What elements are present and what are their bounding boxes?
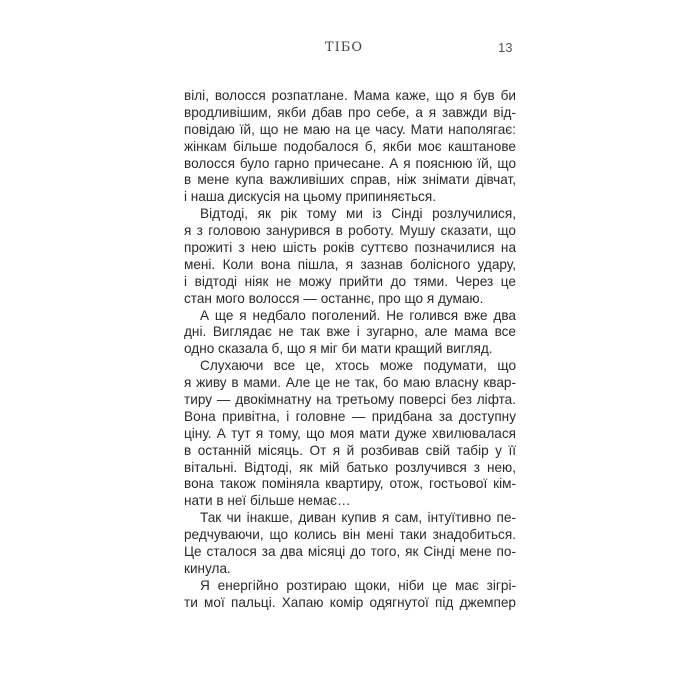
text-line: вродливішим, якби дбав про себе, а я завжди від-	[184, 104, 516, 120]
text-line: дні. Виглядає не так вже і зугарно, але мама все	[184, 324, 516, 340]
text-line: мені. Коли вона пішла, я зазнав болісного удару,	[184, 256, 516, 272]
text-line: одно сказала б, що я міг би мати кращий вигляд.	[184, 341, 493, 357]
text-line: стан мого волосся — останнє, про що я думаю.	[184, 290, 484, 306]
text-line: Відтоді, як рік тому ми із Сінді розлучилися,	[200, 206, 516, 222]
text-line: Я енергійно розтираю щоки, ніби це має зігрі-	[200, 577, 516, 593]
text-line: я живу в мами. Але це не так, бо маю власну квар-	[184, 375, 516, 391]
text-line: ти мої пальці. Хапаю комір одягнутої під джемпер	[184, 594, 516, 610]
text-line: Так чи інакше, диван купив я сам, інтуїтивно пе-	[200, 510, 516, 526]
body-text	[184, 88, 516, 612]
text-line: і наша дискусія на цьому припиняється.	[184, 189, 436, 205]
text-line: і відтоді ніяк не можу прийти до тями. Через це	[184, 273, 516, 289]
text-line: А ще я недбало поголений. Не голився вже два	[200, 307, 516, 323]
running-head	[0, 40, 700, 60]
text-line: жінкам більше подобалося б, якби моє каштанове	[184, 138, 516, 154]
text-line: вітальні. Відтоді, як мій батько розлучився з нею,	[184, 459, 516, 475]
text-line: нати в неї більше немає…	[184, 493, 351, 509]
text-line: вілі, волосся розпатлане. Мама каже, що я був би	[184, 88, 516, 103]
text-line: тиру — двокімнатну на третьому поверсі без ліфта.	[184, 392, 516, 408]
text-line: кинула.	[184, 560, 231, 576]
text-line: Слухаючи все це, хтось може подумати, що	[200, 358, 516, 374]
chapter-title: ТІБО	[325, 40, 364, 55]
text-line: редчуваючи, що колись він мені таки знадобиться.	[184, 527, 516, 543]
text-line: Вона привітна, і головне — придбана за доступну	[184, 408, 516, 424]
page-number: 13	[498, 40, 513, 55]
text-line: я з головою занурився в роботу. Мушу сказати, що	[184, 223, 516, 239]
text-line: волосся було гарно причесане. А я пояснюю їй, що	[184, 155, 516, 171]
text-line: ціну. А тут я тому, що моя мати дуже хвилювалася	[184, 425, 516, 441]
text-line: в останній місяць. От я й розбивав свій табір у її	[184, 442, 516, 458]
text-line: повідаю їй, що не маю на це часу. Мати наполягає:	[184, 121, 516, 137]
text-line: вона також поміняла квартиру, отож, гостьової кім-	[184, 476, 516, 492]
text-line: Це сталося за два місяці до того, як Сінді мене по-	[184, 544, 516, 560]
text-line: в мене купа важливіших справ, ніж знімати дівчат,	[184, 172, 516, 188]
text-line: прожиті з нею шість років суттєво позначилися на	[184, 240, 516, 256]
